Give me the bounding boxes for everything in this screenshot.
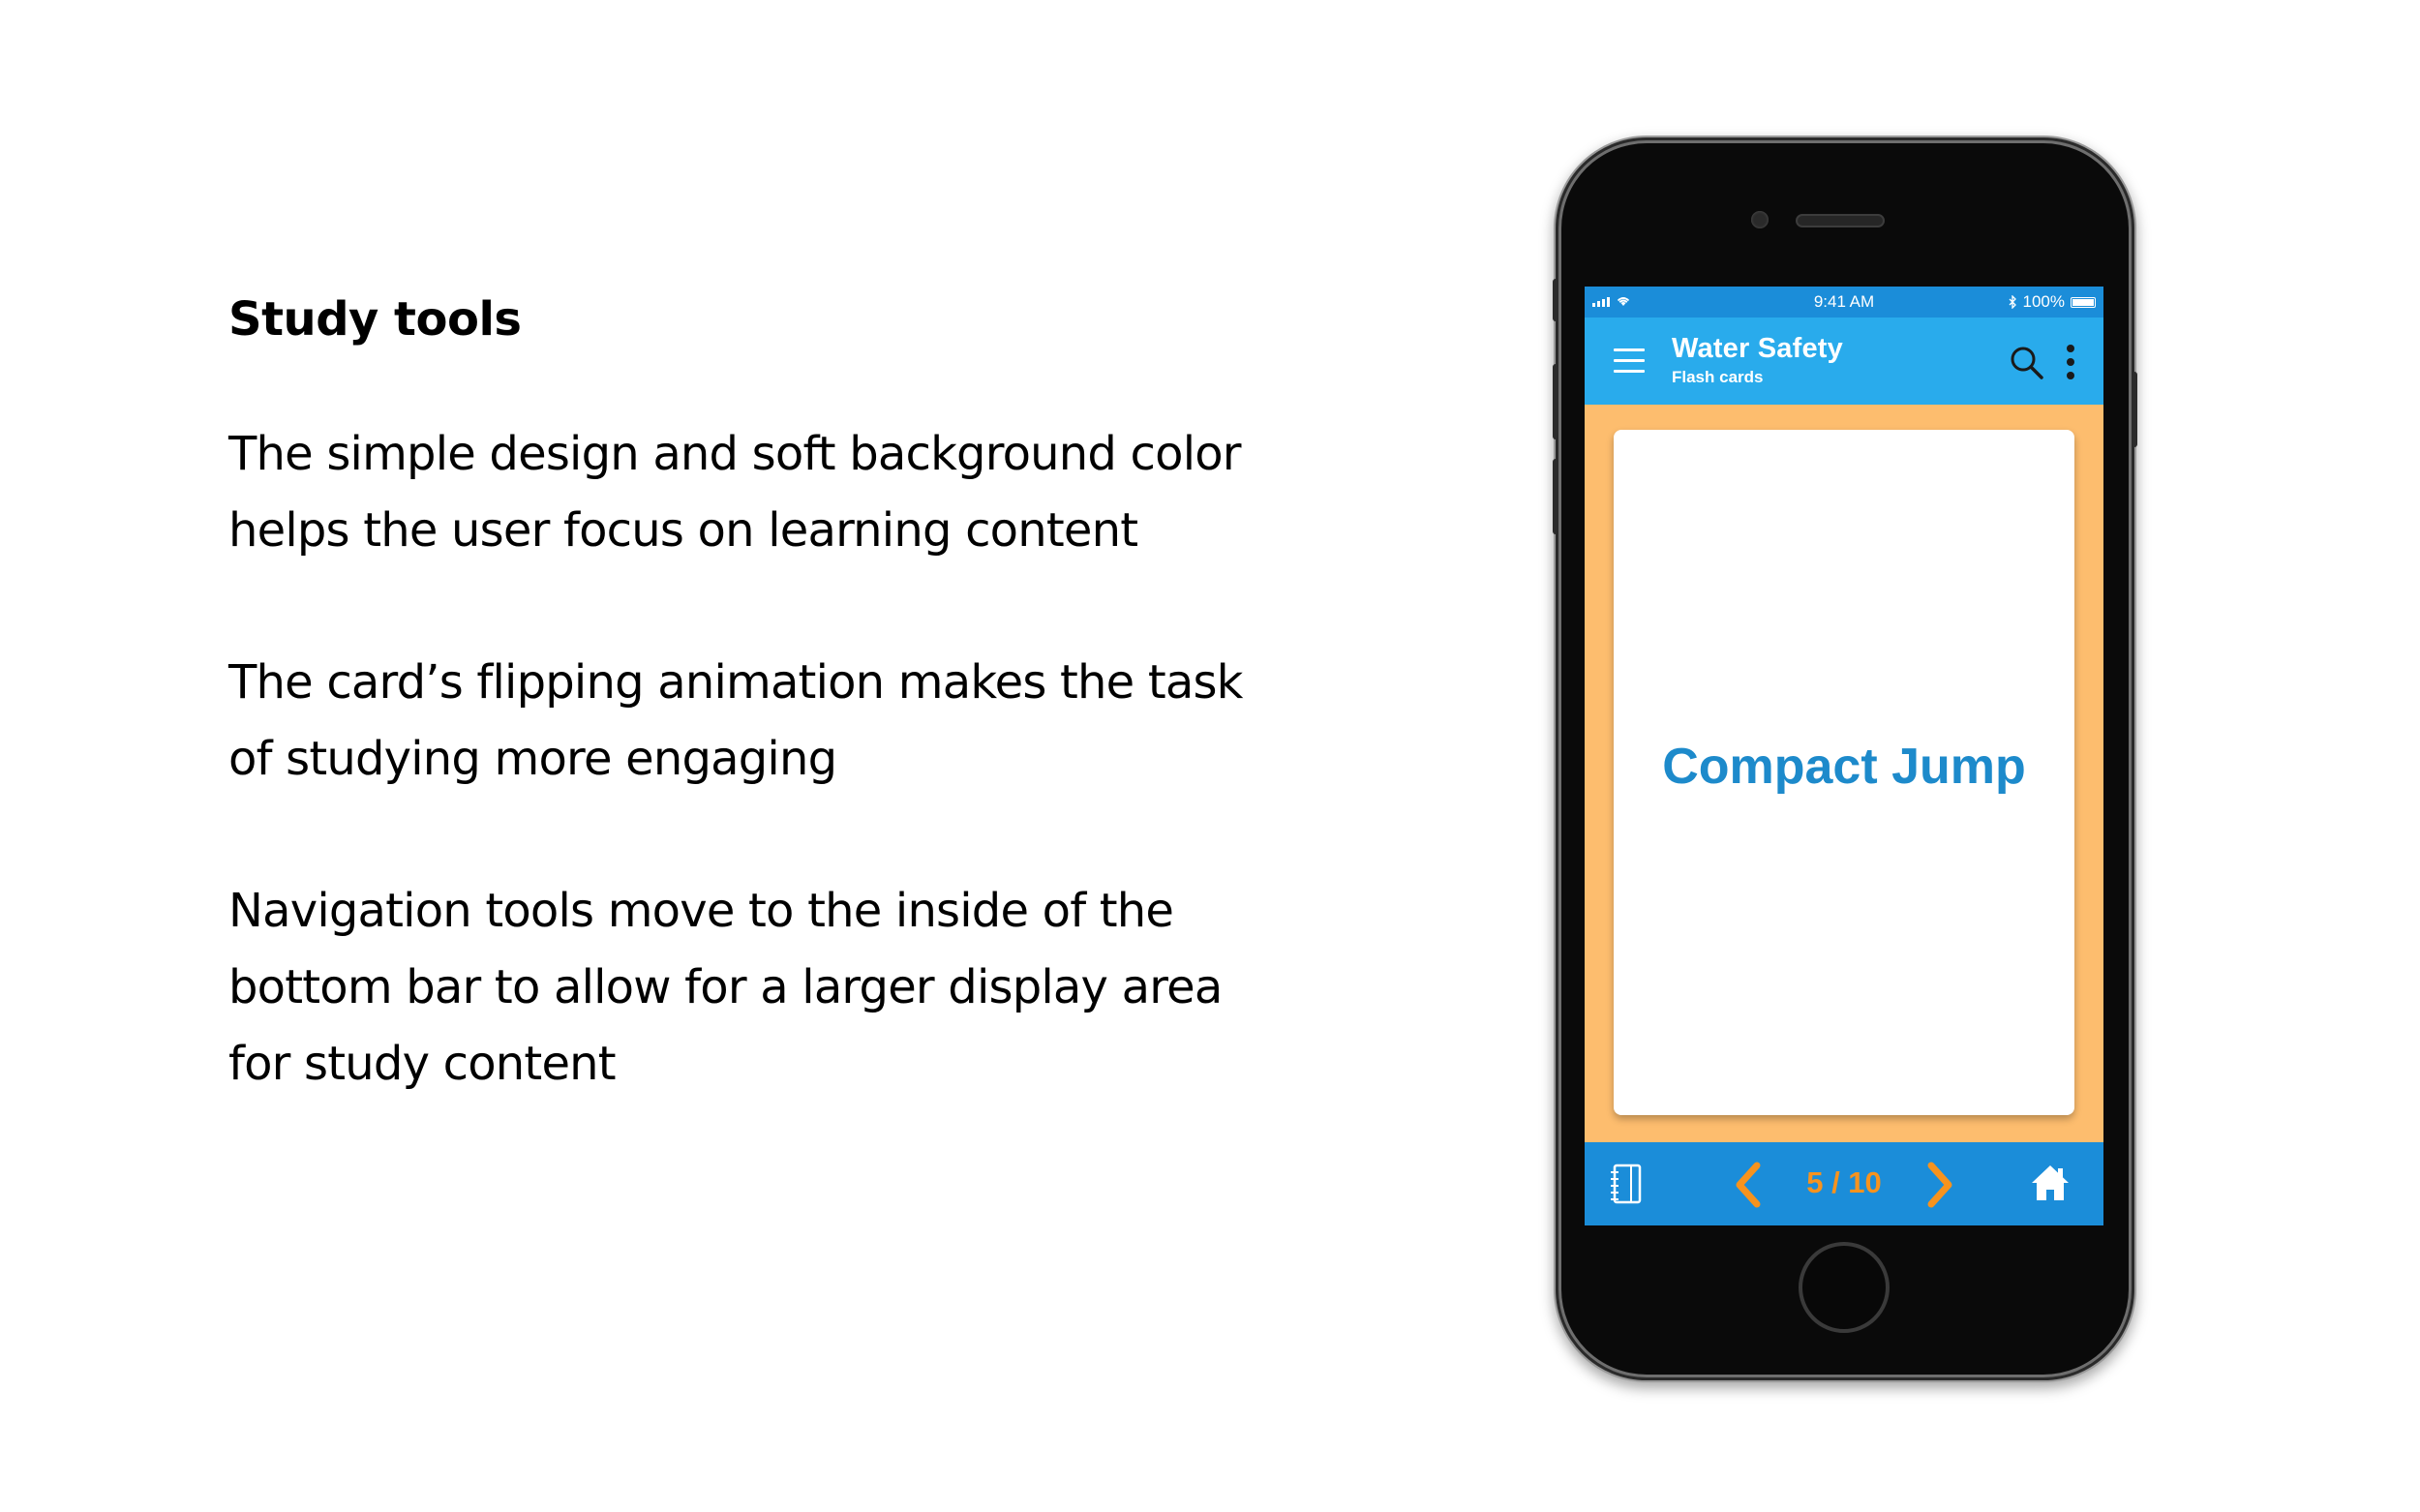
- app-bar: [1585, 318, 2103, 405]
- description-panel: [228, 290, 1245, 1178]
- app-title: Water Safety: [1672, 333, 1843, 364]
- flash-card-term: Compact Jump: [1662, 739, 2026, 795]
- phone-silent-switch: [1553, 279, 1558, 321]
- more-vert-icon[interactable]: [2065, 345, 2076, 383]
- earpiece-speaker: [1796, 214, 1885, 227]
- page-indicator: 5 / 10: [1806, 1165, 1882, 1199]
- notebook-icon[interactable]: [1610, 1164, 1643, 1204]
- description-paragraph-1: The simple design and soft background color helps the user focus on learning content: [228, 427, 1241, 558]
- description-paragraph-3: Navigation tools move to the inside of the bottom bar to allow for a larger display area for study content: [228, 884, 1223, 1091]
- status-bar: [1585, 287, 2103, 318]
- home-icon[interactable]: [2030, 1164, 2071, 1202]
- phone-home-button: [1799, 1242, 1890, 1333]
- bluetooth-icon: [2009, 295, 2017, 309]
- bottom-nav-bar: [1585, 1142, 2103, 1225]
- phone-power-button: [2132, 372, 2137, 447]
- chevron-right-icon[interactable]: [1920, 1162, 1958, 1208]
- description-paragraph-2: The card’s flipping animation makes the task of studying more engaging: [228, 655, 1243, 786]
- search-icon[interactable]: [2009, 345, 2045, 381]
- section-heading: Study tools: [228, 292, 522, 347]
- menu-icon[interactable]: [1614, 348, 1645, 374]
- app-subtitle: Flash cards: [1672, 368, 1764, 386]
- flash-card[interactable]: [1614, 430, 2074, 1115]
- status-right-group: [2009, 292, 2096, 312]
- phone-mockup: [1561, 143, 2129, 1375]
- front-camera: [1751, 211, 1769, 228]
- phone-screen: [1585, 287, 2103, 1225]
- battery-icon: [2071, 297, 2096, 308]
- status-time: 9:41 AM: [1813, 292, 1875, 311]
- battery-percentage: 100%: [2022, 292, 2065, 311]
- chevron-left-icon[interactable]: [1730, 1162, 1769, 1208]
- phone-volume-down-button: [1553, 459, 1558, 534]
- phone-volume-up-button: [1553, 364, 1558, 439]
